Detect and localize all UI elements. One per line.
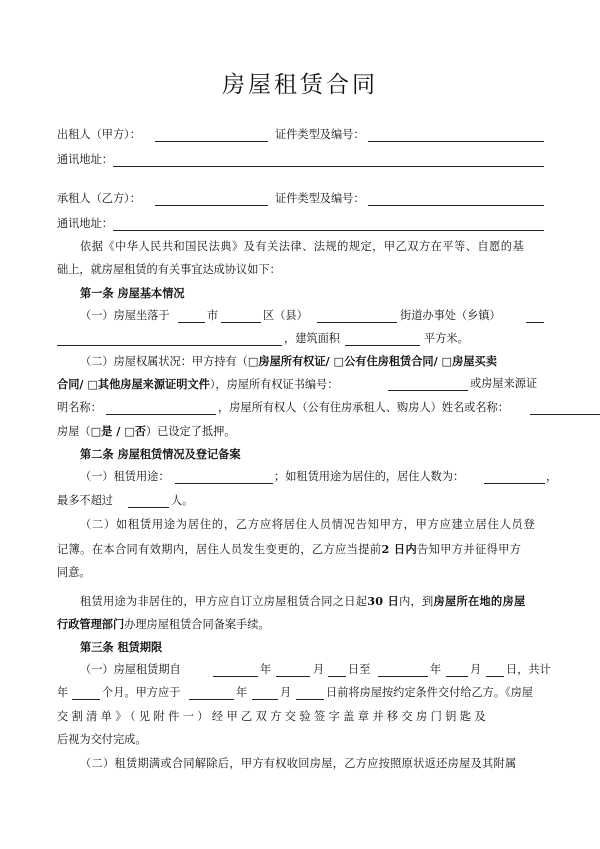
certificate-number-field[interactable] [388,390,468,391]
lessee-address-field[interactable] [113,230,544,231]
article-1-heading: 第一条 房屋基本情况 [80,286,185,300]
delivery-month-unit: 月 [280,686,292,699]
usage-label: （一）租赁用途： [80,470,170,483]
article-1-p2-a [80,354,497,369]
registration-text-c: 内，到 [399,595,434,608]
mortgage-label: 房屋（ [57,425,91,438]
document-name-label: 明名称： [57,401,102,414]
lessee-address-label: 通讯地址： [57,217,113,230]
max-occupants-unit: 人。 [171,494,194,507]
article-3-heading: 第三条 租赁期限 [80,640,163,654]
ownership-options-2[interactable]: 合同/ □其他房屋来源证明文件 [57,377,210,391]
lessee-id-field[interactable] [368,205,544,206]
occupants-label: ；如租赁用途为居住的，居住人数为： [274,470,465,483]
registration-authority-1: 房屋所在地的房屋 [433,594,526,608]
term-months-year-unit: 年 [57,686,69,699]
city-unit: 市 [207,309,219,322]
occupants-field[interactable] [484,483,545,484]
article-1-p2-b [57,377,338,392]
delivery-text: 日前将房屋按约定条件交付给乙方。《房屋 [326,686,533,699]
start-year-unit: 年 [260,663,272,676]
end-day-unit: 日，共计 [506,663,551,676]
preamble-line-1: 依据《中华人民共和国民法典》及有关法律、法规的规定，甲乙双方在平等、自愿的基 [80,240,525,253]
max-occupants-label: 最多不超过 [57,494,113,507]
end-month-unit: 月 [470,663,482,676]
start-day-unit: 日至 [348,663,371,676]
city-field[interactable] [178,322,205,323]
lessee-label: 承租人（乙方）： [57,192,141,205]
notice-text-a: 记簿。在本合同有效期内，居住人员发生变更的，乙方应当提前 [57,543,382,556]
notice-text-c: 告知甲方并征得甲方 [417,543,522,556]
lessor-id-label: 证件类型及编号： [275,128,365,141]
lessor-address-field[interactable] [113,166,544,167]
registration-text-f: 办理房屋租赁合同备案手续。 [124,618,270,631]
start-month-field[interactable] [276,676,310,677]
preamble-line-2: 础上，就房屋租赁的有关事宜达成协议如下： [57,263,281,276]
certificate-number-label: ），房屋所有权证书编号： [209,378,339,391]
lessor-name-field[interactable] [155,141,268,142]
term-start-label: （一）房屋租赁期自 [80,663,181,676]
area-field[interactable] [345,345,420,346]
delivery-month-field[interactable] [252,699,278,700]
lessee-name-field[interactable] [155,205,268,206]
delivery-label: 个月。甲方应于 [102,686,181,699]
area-label: ，建筑面积 [284,332,340,345]
ownership-options-1[interactable]: □房屋所有权证/ □公有住房租赁合同/ □房屋买卖 [247,354,497,368]
address-field-end[interactable] [526,322,544,323]
start-month-unit: 月 [313,663,325,676]
term-months-field[interactable] [72,699,100,700]
end-month-field[interactable] [446,676,468,677]
start-day-field[interactable] [328,676,346,677]
street-unit: 街道办事处（乡镇） [400,309,501,322]
notice-days: 2 日内 [381,542,418,556]
article-2-p2-line-2 [57,542,521,557]
article-2-p3-line-1 [80,594,525,609]
lessor-label: 出租人（甲方）： [57,128,141,141]
start-year-field[interactable] [213,676,258,677]
address-detail-field[interactable] [57,345,282,346]
article-2-p2-line-3: 同意。 [57,566,91,579]
district-field[interactable] [221,322,261,323]
delivery-day-field[interactable] [296,699,324,700]
usage-field[interactable] [175,483,273,484]
delivery-year-field[interactable] [189,699,234,700]
end-year-unit: 年 [430,663,442,676]
owner-name-field[interactable] [530,414,600,415]
max-occupants-field[interactable] [128,507,169,508]
mortgage-options[interactable]: □是 / □否 [90,424,146,438]
article-2-heading: 第二条 房屋租赁情况及登记备案 [80,447,241,461]
occupants-comma: ， [546,470,558,483]
lessor-address-label: 通讯地址： [57,153,113,166]
article-1-p1-location-label: （一）房屋坐落于 [80,309,170,322]
street-field[interactable] [317,322,397,323]
ownership-label: （二）房屋权属状况：甲方持有（ [80,355,248,368]
registration-days: 30 日 [367,594,400,608]
source-document-label: 或房屋来源证 [470,377,538,390]
document-name-field[interactable] [106,414,216,415]
delivery-year-unit: 年 [236,686,248,699]
registration-text-a: 租赁用途为非居住的，甲方应自订立房屋租赁合同之日起 [80,595,368,608]
article-2-p3-line-2 [57,617,270,632]
handover-line-2: 后视为交付完成。 [57,733,147,746]
end-year-field[interactable] [378,676,428,677]
district-unit: 区（县） [263,309,308,322]
end-day-field[interactable] [486,676,504,677]
mortgage-text: ）已设定了抵押。 [145,425,236,438]
registration-authority-2: 行政管理部门 [57,617,125,631]
lessee-id-label: 证件类型及编号： [275,192,365,205]
area-unit: 平方米。 [424,332,469,345]
owner-name-label: ，房屋所有权人（公有住房承租人、购房人）姓名或名称： [218,401,509,414]
page-title: 房屋租赁合同 [222,72,378,98]
article-3-p2: （二）租赁期满或合同解除后，甲方有权收回房屋，乙方应按照原状返还房屋及其附属 [80,757,517,770]
mortgage-line [57,424,236,439]
lessor-id-field[interactable] [368,141,544,142]
article-2-p2-line-1: （二）如租赁用途为居住的，乙方应将居住人员情况告知甲方，甲方应建立居住人员登 [80,518,536,531]
handover-line-1: 交割清单》（见附件一）经甲乙双方交验签字盖章并移交房门钥匙及 [57,710,490,723]
